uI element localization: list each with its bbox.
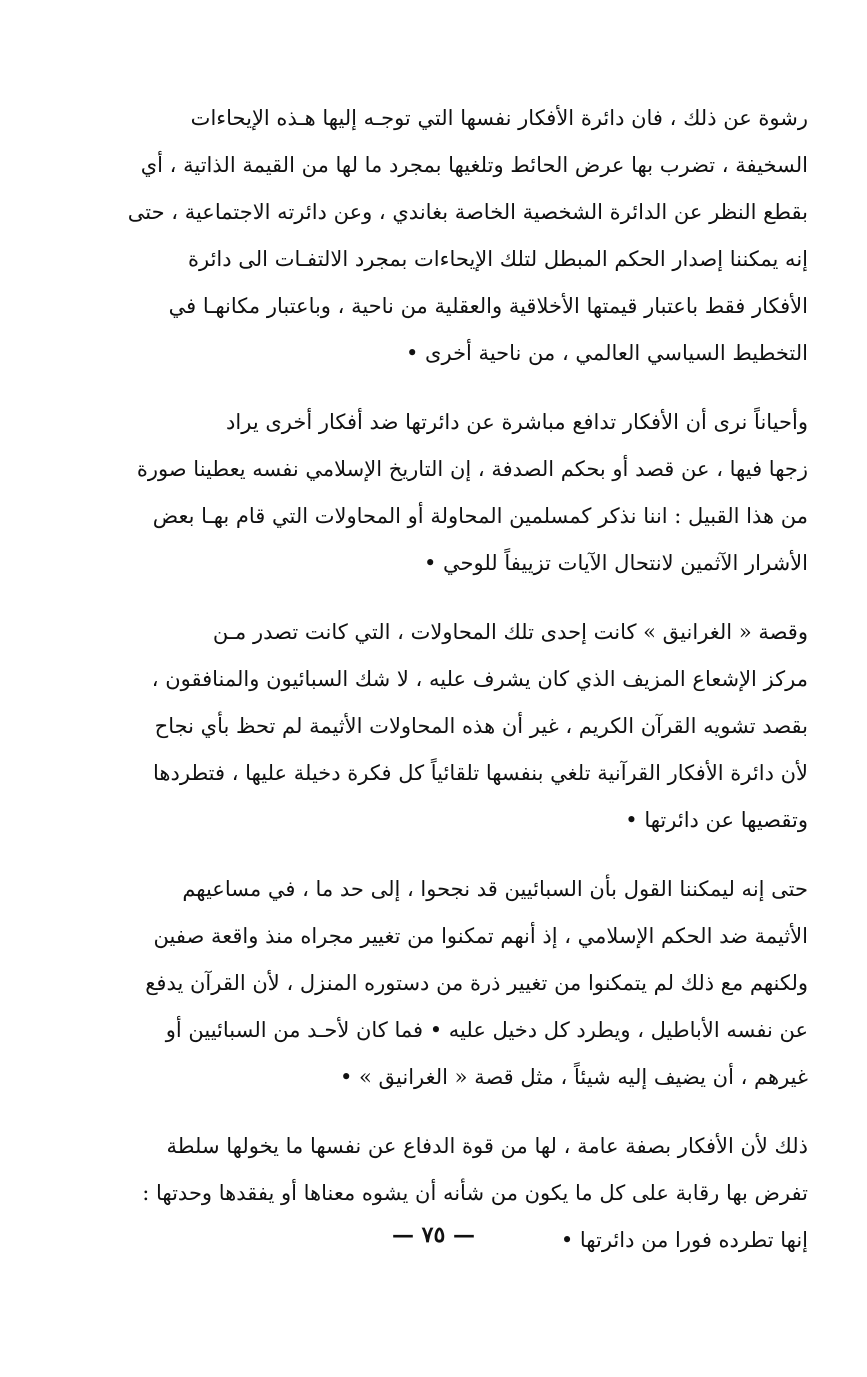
- text-line: عن نفسه الأباطيل ، ويطرد كل دخيل عليه • فما كان لأحـد من السبائيين أو: [165, 1018, 808, 1042]
- text-line: ذلك لأن الأفكار بصفة عامة ، لها من قوة الدفاع عن نفسها ما يخولها سلطة: [166, 1134, 808, 1158]
- text-line: الأشرار الآثمين لانتحال الآيات تزييفاً للوحي •: [423, 551, 808, 575]
- text-line: التخطيط السياسي العالمي ، من ناحية أخرى •: [405, 341, 808, 365]
- text-line: وتقصيها عن دائرتها •: [625, 808, 808, 832]
- text-line: رشوة عن ذلك ، فان دائرة الأفكار نفسها التي توجـه إليها هـذه الإيحاءات: [190, 106, 808, 130]
- paragraph-4: [108, 866, 808, 1101]
- text-line: مركز الإشعاع المزيف الذي كان يشرف عليه ، لا شك السبائيون والمنافقون ،: [151, 667, 808, 691]
- text-line: زجها فيها ، عن قصد أو بحكم الصدفة ، إن التاريخ الإسلامي نفسه يعطينا صورة: [136, 457, 808, 481]
- text-line: الأثيمة ضد الحكم الإسلامي ، إذ أنهم تمكنوا من تغيير مجراه منذ واقعة صفين: [153, 924, 808, 948]
- page-number: — ٧٥ —: [392, 1222, 475, 1248]
- text-line: ولكنهم مع ذلك لم يتمكنوا من تغيير ذرة من دستوره المنزل ، لأن القرآن يدفع: [145, 971, 808, 995]
- text-line: لأن دائرة الأفكار القرآنية تلغي بنفسها تلقائياً كل فكرة دخيلة عليها ، فتطردها: [153, 761, 808, 785]
- text-line: من هذا القبيل : اننا نذكر كمسلمين المحاولة أو المحاولات التي قام بهـا بعض: [152, 504, 808, 528]
- paragraph-1: [108, 95, 808, 377]
- text-line: بقطع النظر عن الدائرة الشخصية الخاصة بغاندي ، وعن دائرته الاجتماعية ، حتى: [127, 200, 808, 224]
- text-line: تفرض بها رقابة على كل ما يكون من شأنه أن يشوه معناها أو يفقدها وحدتها :: [142, 1181, 808, 1205]
- text-line: إنها تطرده فورا من دائرتها •: [560, 1228, 808, 1252]
- text-line: وقصة « الغرانيق » كانت إحدى تلك المحاولات ، التي كانت تصدر مـن: [212, 620, 808, 644]
- paragraph-3: [108, 609, 808, 844]
- text-line: بقصد تشويه القرآن الكريم ، غير أن هذه المحاولات الأثيمة لم تحظ بأي نجاح: [154, 714, 808, 738]
- text-line: الأفكار فقط باعتبار قيمتها الأخلاقية والعقلية من ناحية ، وباعتبار مكانهـا في: [168, 294, 808, 318]
- paragraph-2: [108, 399, 808, 587]
- text-line: حتى إنه ليمكننا القول بأن السبائيين قد نجحوا ، إلى حد ما ، في مساعيهم: [182, 877, 808, 901]
- body-text: [108, 95, 808, 1286]
- text-line: إنه يمكننا إصدار الحكم المبطل لتلك الإيحاءات بمجرد الالتفـات الى دائرة: [187, 247, 808, 271]
- text-line: السخيفة ، تضرب بها عرض الحائط وتلغيها بمجرد ما لها من القيمة الذاتية ، أي: [140, 153, 808, 177]
- text-line: وأحياناً نرى أن الأفكار تدافع مباشرة عن دائرتها ضد أفكار أخرى يراد: [226, 410, 808, 434]
- text-line: غيرهم ، أن يضيف إليه شيئاً ، مثل قصة « الغرانيق » •: [339, 1065, 808, 1089]
